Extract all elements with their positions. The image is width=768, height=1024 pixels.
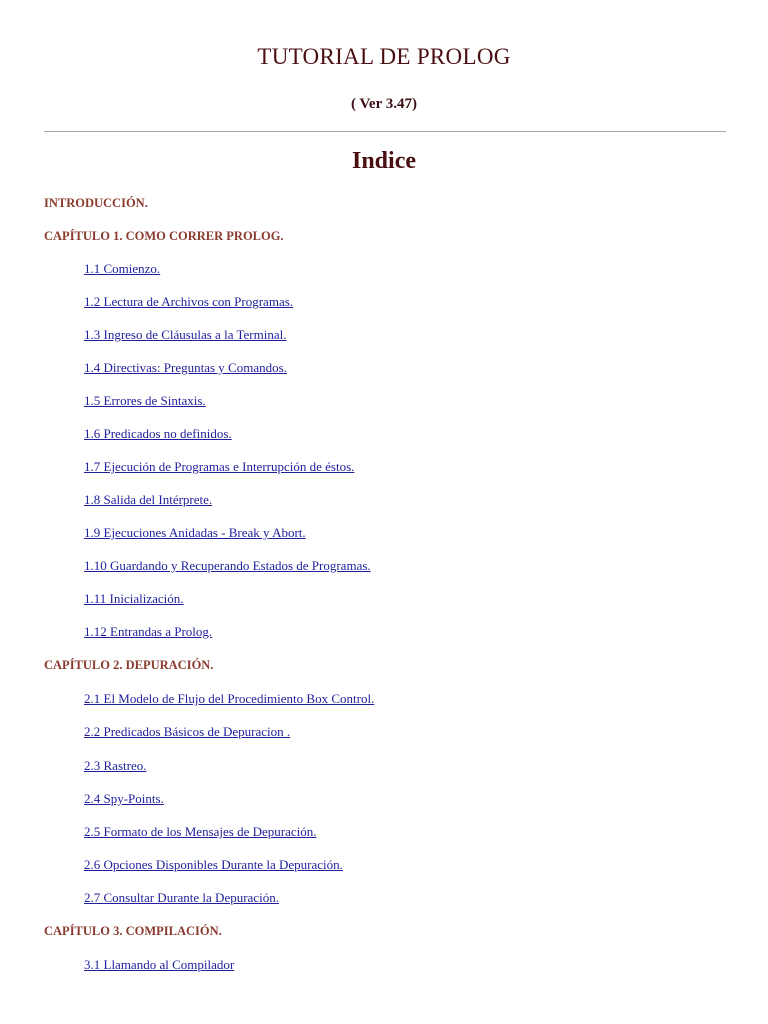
toc-link-1-12[interactable]: 1.12 Entrandas a Prolog. <box>84 624 213 639</box>
toc-link-1-2[interactable]: 1.2 Lectura de Archivos con Programas. <box>84 294 294 309</box>
toc-link-2-7[interactable]: 2.7 Consultar Durante la Depuración. <box>84 890 279 905</box>
toc-link-1-7[interactable]: 1.7 Ejecución de Programas e Interrupción de éstos. <box>84 459 355 474</box>
page-title: TUTORIAL DE PROLOG <box>257 44 511 69</box>
intro-heading: INTRODUCCIÓN. <box>44 196 148 210</box>
toc-link-2-1[interactable]: 2.1 El Modelo de Flujo del Procedimiento Box Control. <box>84 691 375 706</box>
toc-link-2-6[interactable]: 2.6 Opciones Disponibles Durante la Depuración. <box>84 857 343 872</box>
toc-link-1-3[interactable]: 1.3 Ingreso de Cláusulas a la Terminal. <box>84 327 287 342</box>
toc-link-3-1[interactable]: 3.1 Llamando al Compilador <box>84 957 235 972</box>
chapter-2-heading: CAPÍTULO 2. DEPURACIÓN. <box>44 658 214 672</box>
toc-link-2-5[interactable]: 2.5 Formato de los Mensajes de Depuración. <box>84 824 317 839</box>
toc-link-1-4[interactable]: 1.4 Directivas: Preguntas y Comandos. <box>84 360 287 375</box>
toc-link-1-1[interactable]: 1.1 Comienzo. <box>84 261 161 276</box>
index-heading: Indice <box>351 148 416 174</box>
toc-link-1-5[interactable]: 1.5 Errores de Sintaxis. <box>84 393 206 408</box>
toc-link-1-11[interactable]: 1.11 Inicialización. <box>84 591 184 606</box>
version-label: ( Ver 3.47) <box>351 96 417 112</box>
toc-link-2-2[interactable]: 2.2 Predicados Básicos de Depuracion . <box>84 724 291 739</box>
toc-link-1-10[interactable]: 1.10 Guardando y Recuperando Estados de Programas. <box>84 558 371 573</box>
horizontal-rule <box>44 131 726 132</box>
toc-link-1-9[interactable]: 1.9 Ejecuciones Anidadas - Break y Abort. <box>84 525 306 540</box>
chapter-1-heading: CAPÍTULO 1. COMO CORRER PROLOG. <box>44 229 284 243</box>
toc-link-1-8[interactable]: 1.8 Salida del Intérprete. <box>84 492 213 507</box>
toc-link-2-3[interactable]: 2.3 Rastreo. <box>84 758 147 773</box>
chapter-3-heading: CAPÍTULO 3. COMPILACIÓN. <box>44 924 222 938</box>
toc-link-1-6[interactable]: 1.6 Predicados no definidos. <box>84 426 232 441</box>
toc-link-2-4[interactable]: 2.4 Spy-Points. <box>84 791 164 806</box>
